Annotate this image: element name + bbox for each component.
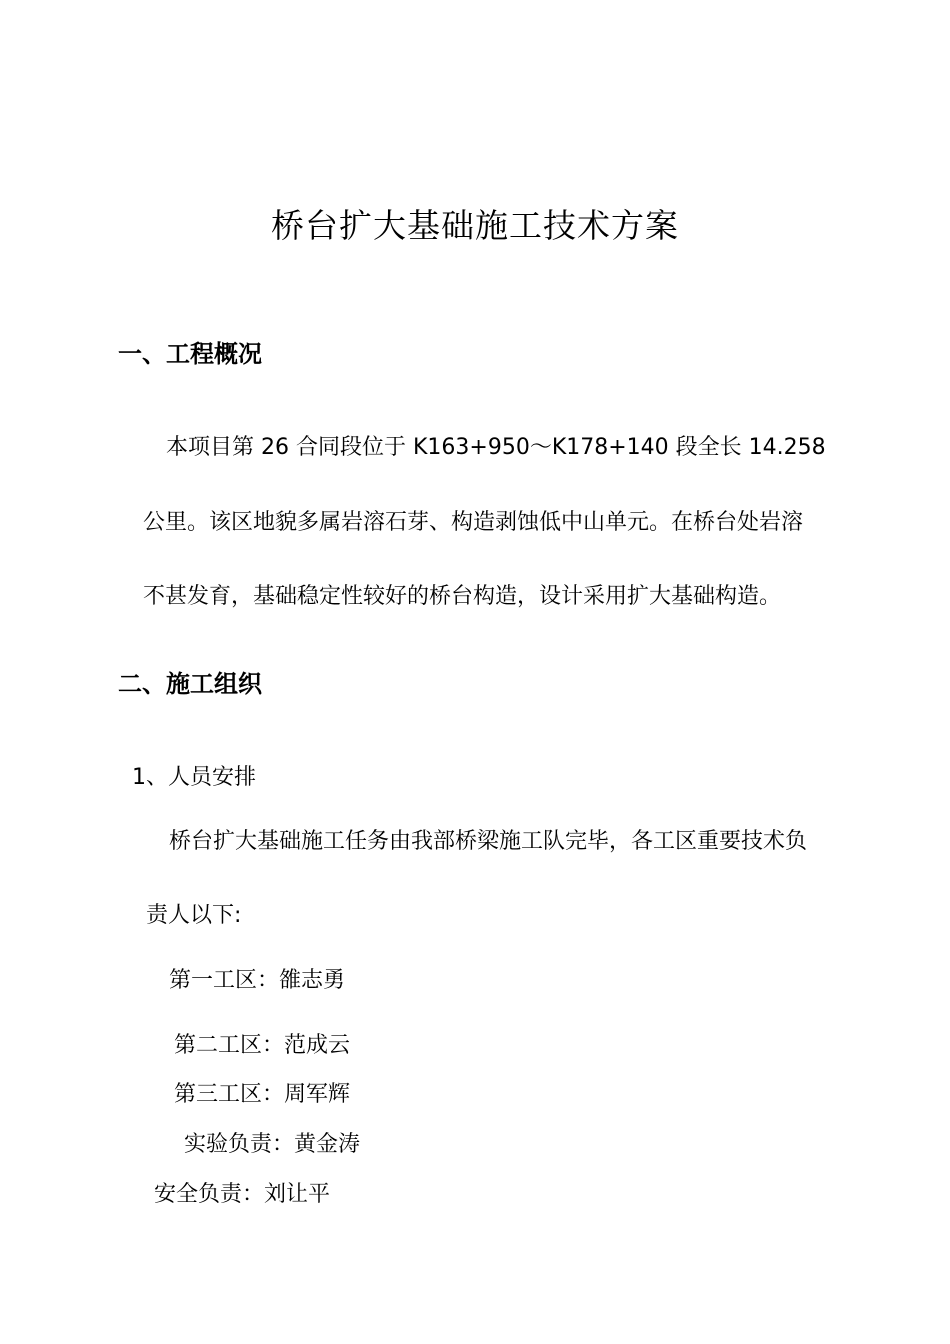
document-title: 桥台扩大基础施工技术方案 bbox=[271, 206, 679, 245]
section-heading-overview: 一、工程概况 bbox=[118, 340, 262, 368]
paragraph-line: 不甚发育，基础稳定性较好的桥台构造，设计采用扩大基础构造。 bbox=[143, 584, 782, 609]
paragraph-line: 公里。该区地貌多属岩溶石芽、构造剥蚀低中山单元。在桥台处岩溶 bbox=[143, 510, 804, 535]
subsection-heading-personnel: 1、人员安排 bbox=[132, 765, 256, 790]
paragraph-line: 责人以下: bbox=[146, 903, 242, 928]
paragraph-line: 桥台扩大基础施工任务由我部桥梁施工队完毕，各工区重要技术负 bbox=[169, 829, 808, 854]
paragraph-line: 本项目第 26 合同段位于 K163+950～K178+140 段全长 14.258 bbox=[166, 435, 826, 460]
personnel-item: 第一工区：雒志勇 bbox=[169, 968, 346, 993]
personnel-item: 第二工区：范成云 bbox=[174, 1033, 351, 1058]
personnel-item: 实验负责：黄金涛 bbox=[184, 1132, 361, 1157]
personnel-item: 安全负责：刘让平 bbox=[154, 1182, 331, 1207]
personnel-item: 第三工区：周军辉 bbox=[174, 1082, 351, 1107]
section-heading-organization: 二、施工组织 bbox=[118, 670, 262, 698]
